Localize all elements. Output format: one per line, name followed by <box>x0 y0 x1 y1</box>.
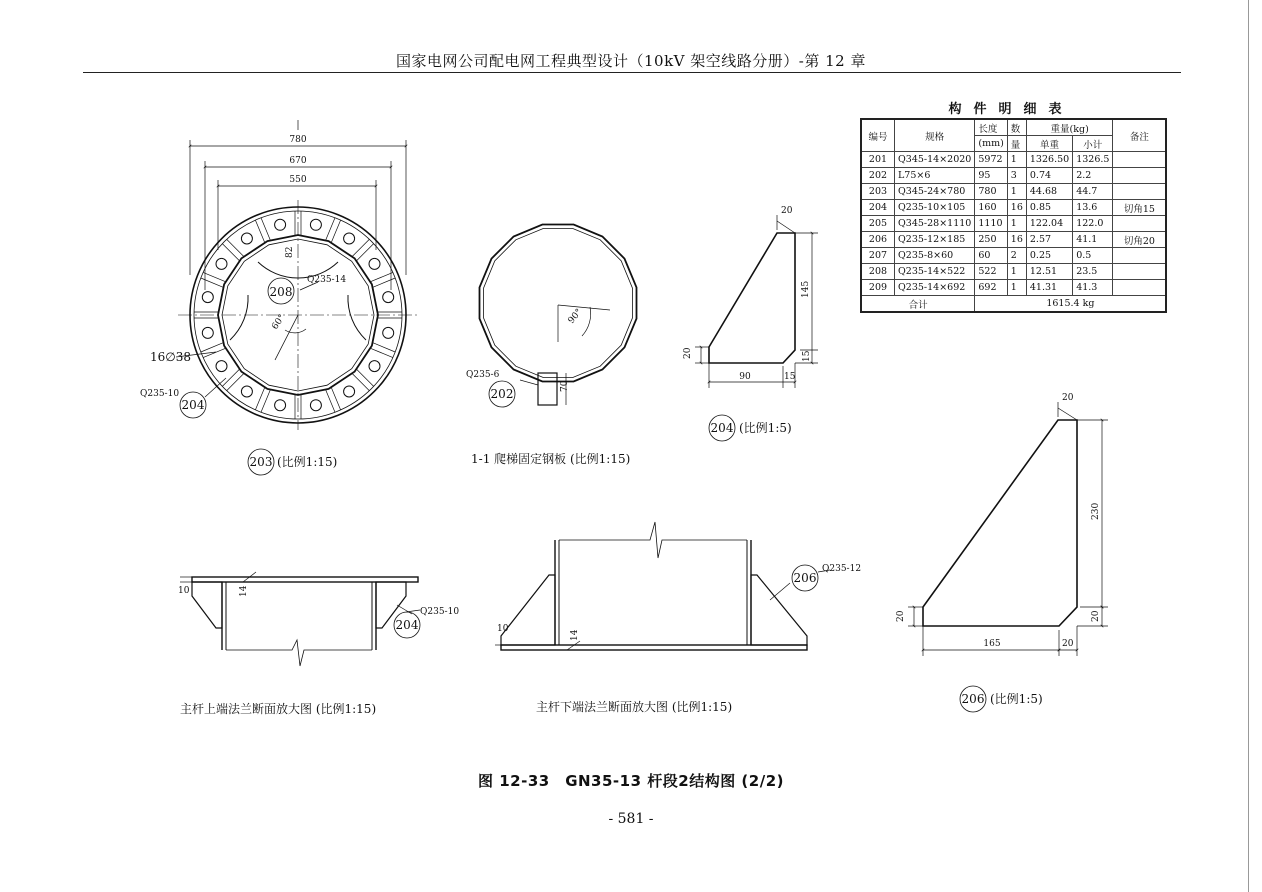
rib-line <box>357 369 374 386</box>
cell-no: 201 <box>861 152 895 168</box>
rib-line <box>222 369 239 386</box>
cell-unit: 41.31 <box>1026 280 1072 296</box>
table-row <box>861 152 1166 168</box>
bolt-hole <box>202 292 213 303</box>
cell-subtotal: 122.0 <box>1073 216 1113 232</box>
part-label-203: 203 <box>249 455 273 469</box>
header-subtotal: 小计 <box>1073 136 1113 152</box>
bolt-hole <box>241 233 252 244</box>
parts-table-title: 构件明细表 <box>948 102 1074 117</box>
holes-label: 16∅38 <box>150 350 191 364</box>
table-row <box>861 264 1166 280</box>
rib-206-detail <box>908 402 1108 712</box>
table-row <box>861 216 1166 232</box>
ladder-plate-view <box>480 225 637 408</box>
dim-780: 780 <box>289 135 307 145</box>
bolt-hole <box>241 386 252 397</box>
bolt-hole <box>344 233 355 244</box>
header-length: 长度 <box>975 119 1007 136</box>
header-remark: 备注 <box>1113 119 1167 152</box>
header-qty-2: 量 <box>1007 136 1026 152</box>
bolt-hole <box>383 327 394 338</box>
cell-qty: 16 <box>1007 200 1026 216</box>
figure-caption: 图 12-33 GN35-13 杆段2结构图 (2/2) <box>478 772 784 790</box>
dim-550: 550 <box>289 175 307 185</box>
dim-20-top-204: 20 <box>781 206 793 216</box>
cell-unit: 12.51 <box>1026 264 1072 280</box>
cell-length: 780 <box>975 184 1007 200</box>
cell-unit: 0.85 <box>1026 200 1072 216</box>
rib-line <box>227 374 244 391</box>
caption-lower-section: 主杆下端法兰断面放大图 (比例1:15) <box>536 700 733 714</box>
cell-qty: 2 <box>1007 248 1026 264</box>
cell-remark <box>1113 152 1167 168</box>
header-unit-weight: 单重 <box>1026 136 1072 152</box>
part-label-202: 202 <box>490 387 514 401</box>
rib-line <box>222 244 239 261</box>
cell-subtotal: 41.1 <box>1073 232 1113 248</box>
dim-145: 145 <box>801 280 811 298</box>
bolt-hole <box>310 400 321 411</box>
dim-10-lower: 10 <box>497 624 509 634</box>
parts-table <box>860 118 1167 313</box>
bolt-hole <box>369 361 380 372</box>
rib-204-outline <box>709 233 795 363</box>
part-label-204-upper: 204 <box>395 618 419 632</box>
dim-670: 670 <box>289 156 307 166</box>
header-weight: 重量(kg) <box>1026 119 1113 136</box>
header-spec: 规格 <box>895 119 975 152</box>
dim-90: 90 <box>739 372 751 382</box>
caption-206: (比例1:5) <box>990 692 1043 706</box>
total-value: 1615.4 kg <box>975 296 1167 313</box>
page-header-title: 国家电网公司配电网工程典型设计（10kV 架空线路分册）-第 12 章 <box>396 52 866 70</box>
dim-165: 165 <box>983 639 1001 649</box>
caption-ladder-plate: 1-1 爬梯固定钢板 (比例1:15) <box>471 452 631 466</box>
spec-q235-14: Q235-14 <box>307 275 347 285</box>
part-label-206-detail: 206 <box>961 692 985 706</box>
cell-remark <box>1113 184 1167 200</box>
cell-remark: 切角15 <box>1113 200 1167 216</box>
table-row <box>861 248 1166 264</box>
dim-14-lower: 14 <box>570 629 580 641</box>
dim-82: 82 <box>285 246 295 258</box>
dim-20-left-204: 20 <box>683 347 693 359</box>
cell-subtotal: 0.5 <box>1073 248 1113 264</box>
rib-line <box>227 239 244 256</box>
part-label-206-lower: 206 <box>793 571 817 585</box>
bolt-hole <box>275 400 286 411</box>
rib-line <box>352 239 369 256</box>
cell-no: 205 <box>861 216 895 232</box>
bolt-hole <box>216 361 227 372</box>
cell-spec: Q235-8×60 <box>895 248 975 264</box>
cell-qty: 3 <box>1007 168 1026 184</box>
dim-70: 70 <box>560 380 570 392</box>
cell-length: 1110 <box>975 216 1007 232</box>
part-label-208: 208 <box>269 285 293 299</box>
table-row <box>861 168 1166 184</box>
cell-length: 692 <box>975 280 1007 296</box>
cell-subtotal: 13.6 <box>1073 200 1113 216</box>
cell-qty: 1 <box>1007 216 1026 232</box>
caption-204: (比例1:5) <box>739 421 792 435</box>
cell-remark <box>1113 216 1167 232</box>
bolt-hole <box>344 386 355 397</box>
cell-remark <box>1113 248 1167 264</box>
cell-length: 5972 <box>975 152 1007 168</box>
bolt-hole <box>310 219 321 230</box>
cell-unit: 0.25 <box>1026 248 1072 264</box>
cell-no: 204 <box>861 200 895 216</box>
header-no: 编号 <box>861 119 895 152</box>
cell-no: 208 <box>861 264 895 280</box>
cell-unit: 1326.50 <box>1026 152 1072 168</box>
cell-spec: Q345-28×1110 <box>895 216 975 232</box>
dim-15-right-204: 15 <box>802 350 812 362</box>
cell-length: 250 <box>975 232 1007 248</box>
cell-remark <box>1113 280 1167 296</box>
part-label-204-detail: 204 <box>710 421 734 435</box>
parts-table-header-row <box>861 119 1166 136</box>
cell-no: 206 <box>861 232 895 248</box>
dim-14-upper: 14 <box>239 585 249 597</box>
spec-q235-6: Q235-6 <box>466 370 500 380</box>
rib-line <box>357 244 374 261</box>
spec-q235-10-plan: Q235-10 <box>140 389 180 399</box>
cell-length: 522 <box>975 264 1007 280</box>
header-qty: 数 <box>1007 119 1026 136</box>
upper-flange-section <box>180 572 420 666</box>
bolt-hole <box>216 258 227 269</box>
flange-plan-view <box>176 120 420 475</box>
total-label: 合计 <box>861 296 975 313</box>
cell-subtotal: 41.3 <box>1073 280 1113 296</box>
dim-15-base-204: 15 <box>784 372 796 382</box>
bolt-hole <box>383 292 394 303</box>
dim-20-left-206: 20 <box>896 610 906 622</box>
cell-qty: 1 <box>1007 264 1026 280</box>
page-number: - 581 - <box>608 811 654 827</box>
parts-table-total-row <box>861 296 1166 313</box>
cell-spec: Q345-14×2020 <box>895 152 975 168</box>
cell-length: 160 <box>975 200 1007 216</box>
cell-spec: L75×6 <box>895 168 975 184</box>
dim-20-right-206: 20 <box>1091 610 1101 622</box>
cell-length: 95 <box>975 168 1007 184</box>
ladder-plate-inner <box>484 229 633 378</box>
table-row <box>861 280 1166 296</box>
cell-spec: Q235-12×185 <box>895 232 975 248</box>
dim-230: 230 <box>1091 502 1101 520</box>
spec-q235-12-lower: Q235-12 <box>822 564 862 574</box>
cell-no: 209 <box>861 280 895 296</box>
spec-q235-10-upper: Q235-10 <box>420 607 460 617</box>
cell-unit: 122.04 <box>1026 216 1072 232</box>
cell-no: 203 <box>861 184 895 200</box>
cell-length: 60 <box>975 248 1007 264</box>
cell-spec: Q345-24×780 <box>895 184 975 200</box>
cell-spec: Q235-10×105 <box>895 200 975 216</box>
dim-10-upper: 10 <box>178 586 190 596</box>
cell-remark <box>1113 168 1167 184</box>
cell-qty: 1 <box>1007 280 1026 296</box>
bolt-hole <box>202 327 213 338</box>
cell-remark: 切角20 <box>1113 232 1167 248</box>
cell-qty: 1 <box>1007 184 1026 200</box>
table-row <box>861 184 1166 200</box>
table-row <box>861 232 1166 248</box>
part-label-204-plan: 204 <box>181 398 205 412</box>
angle-90: 90° <box>566 307 585 326</box>
cell-unit: 0.74 <box>1026 168 1072 184</box>
cell-subtotal: 23.5 <box>1073 264 1113 280</box>
cell-no: 207 <box>861 248 895 264</box>
dim-20-base-206: 20 <box>1062 639 1074 649</box>
header-length-unit: (mm) <box>975 136 1007 152</box>
cell-subtotal: 44.7 <box>1073 184 1113 200</box>
rib-204-detail <box>695 215 818 441</box>
table-row <box>861 200 1166 216</box>
cell-subtotal: 1326.5 <box>1073 152 1113 168</box>
cell-subtotal: 2.2 <box>1073 168 1113 184</box>
cell-unit: 44.68 <box>1026 184 1072 200</box>
cell-qty: 16 <box>1007 232 1026 248</box>
cell-spec: Q235-14×692 <box>895 280 975 296</box>
caption-203: (比例1:15) <box>277 455 338 469</box>
rib-206-outline <box>923 420 1077 626</box>
angle-60: 60° <box>270 312 288 332</box>
dim-20-top-206: 20 <box>1062 393 1074 403</box>
cell-unit: 2.57 <box>1026 232 1072 248</box>
ladder-plate-outer <box>480 225 637 382</box>
bolt-hole <box>275 219 286 230</box>
rib-line <box>352 374 369 391</box>
cell-spec: Q235-14×522 <box>895 264 975 280</box>
bolt-hole <box>369 258 380 269</box>
lower-flange-section <box>495 522 830 650</box>
caption-upper-section: 主杆上端法兰断面放大图 (比例1:15) <box>180 702 377 716</box>
cell-qty: 1 <box>1007 152 1026 168</box>
cell-remark <box>1113 264 1167 280</box>
cell-no: 202 <box>861 168 895 184</box>
